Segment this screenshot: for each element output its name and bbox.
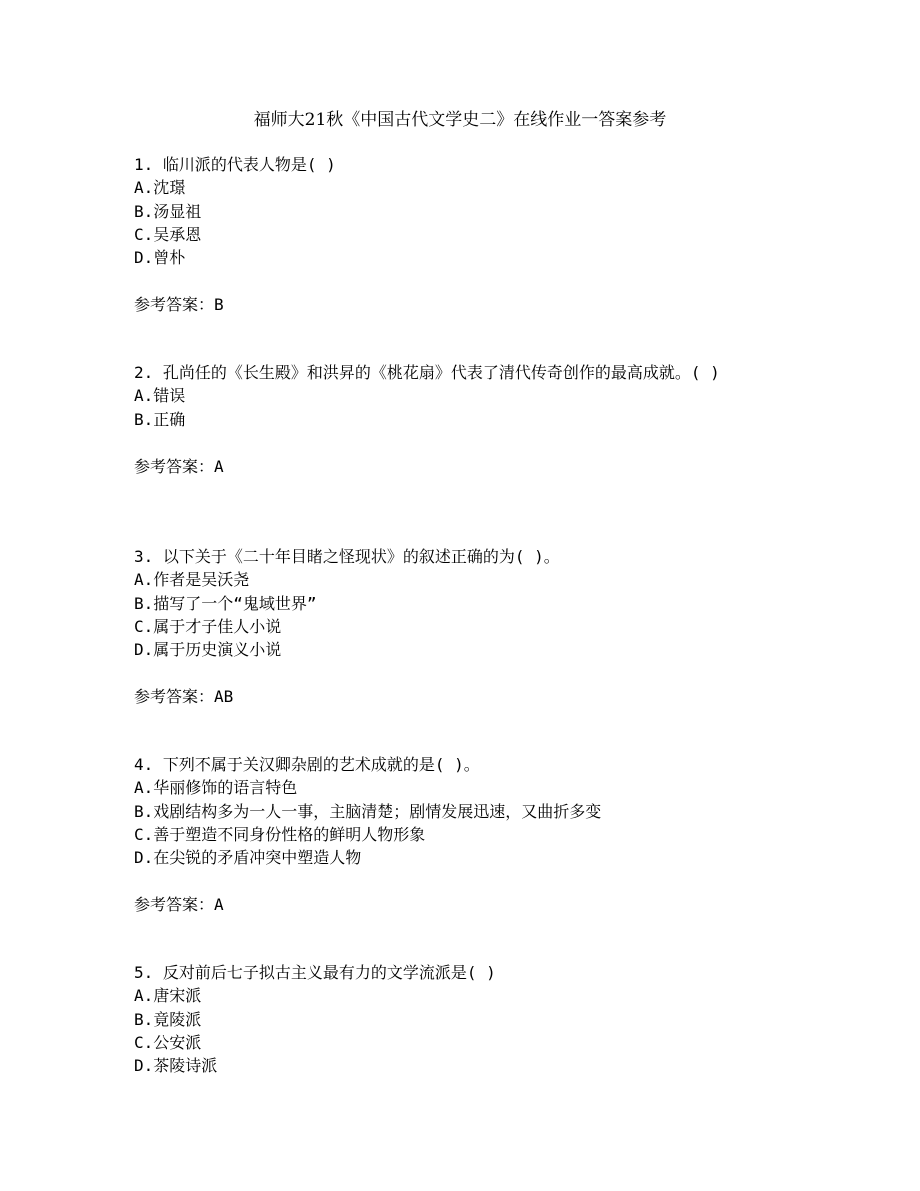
option-d: D.在尖锐的矛盾冲突中塑造人物 bbox=[134, 848, 362, 868]
option-b: B.汤显祖 bbox=[134, 201, 202, 221]
option-c: C.属于才子佳人小说 bbox=[134, 616, 282, 636]
question-block bbox=[134, 961, 784, 1077]
option-b: B.描写了一个“鬼域世界” bbox=[134, 593, 317, 613]
reference-answer: 参考答案：B bbox=[134, 295, 224, 315]
reference-answer: 参考答案：AB bbox=[134, 687, 234, 707]
option-c: C.善于塑造不同身份性格的鲜明人物形象 bbox=[134, 824, 426, 844]
option-a: A.沈璟 bbox=[134, 178, 186, 198]
question-block bbox=[134, 753, 784, 917]
reference-answer: 参考答案：A bbox=[134, 895, 224, 915]
question-text: 5. 反对前后七子拟古主义最有力的文学流派是( ) bbox=[134, 963, 496, 982]
option-a: A.唐宋派 bbox=[134, 986, 202, 1006]
option-d: D.茶陵诗派 bbox=[134, 1056, 218, 1076]
option-b: B.正确 bbox=[134, 409, 186, 429]
option-c: C.公安派 bbox=[134, 1032, 202, 1052]
document-title: 福师大21秋《中国古代文学史二》在线作业一答案参考 bbox=[253, 110, 667, 130]
question-block bbox=[134, 545, 784, 709]
option-c: C.吴承恩 bbox=[134, 224, 202, 244]
question-text: 4. 下列不属于关汉卿杂剧的艺术成就的是( )。 bbox=[134, 755, 480, 774]
question-block bbox=[134, 361, 784, 478]
option-d: D.属于历史演义小说 bbox=[134, 640, 282, 660]
question-text: 1. 临川派的代表人物是( ) bbox=[134, 155, 336, 174]
reference-answer: 参考答案：A bbox=[134, 456, 224, 476]
question-text: 2. 孔尚任的《长生殿》和洪昇的《桃花扇》代表了清代传奇创作的最高成就。( ) bbox=[134, 363, 720, 382]
question-text: 3. 以下关于《二十年目睹之怪现状》的叙述正确的为( )。 bbox=[134, 547, 560, 566]
option-b: B.竟陵派 bbox=[134, 1009, 202, 1029]
option-d: D.曾朴 bbox=[134, 248, 186, 268]
option-a: A.错误 bbox=[134, 386, 186, 406]
option-b: B.戏剧结构多为一人一事，主脑清楚；剧情发展迅速，又曲折多变 bbox=[134, 801, 602, 821]
question-block bbox=[134, 153, 784, 317]
option-a: A.作者是吴沃尧 bbox=[134, 570, 250, 590]
option-a: A.华丽修饰的语言特色 bbox=[134, 778, 298, 798]
